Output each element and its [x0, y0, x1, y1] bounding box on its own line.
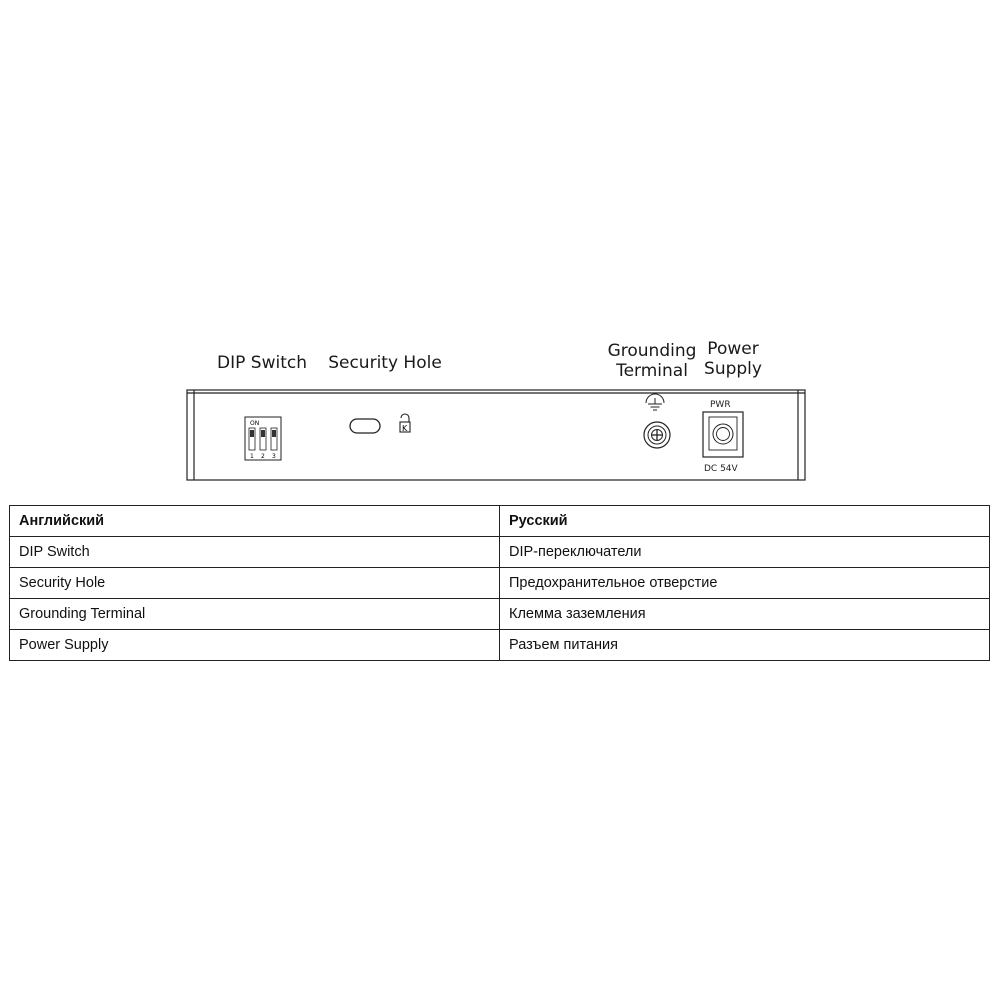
- power-jack[interactable]: [703, 412, 743, 457]
- security-hole[interactable]: [350, 419, 380, 433]
- pwr-label: PWR: [710, 400, 731, 410]
- cell-english: Security Hole: [10, 568, 500, 599]
- translation-table: [9, 505, 990, 661]
- header-russian: Русский: [500, 506, 990, 537]
- table-header-row: [10, 506, 990, 537]
- rear-panel-diagram: [180, 380, 812, 490]
- dip-number-1: 1: [250, 453, 254, 460]
- lock-letter: K: [402, 424, 408, 433]
- dip-on-label: ON: [250, 420, 260, 427]
- cell-russian: Клемма заземления: [500, 599, 990, 630]
- cell-english: Power Supply: [10, 630, 500, 661]
- header-english: Английский: [10, 506, 500, 537]
- table-row: [10, 568, 990, 599]
- ground-symbol-icon: [646, 394, 664, 410]
- cell-english: Grounding Terminal: [10, 599, 500, 630]
- cell-russian: Предохранительное отверстие: [500, 568, 990, 599]
- dip-switch[interactable]: [245, 417, 281, 460]
- dip-number-2: 2: [261, 453, 265, 460]
- cell-english: DIP Switch: [10, 537, 500, 568]
- cell-russian: DIP-переключатели: [500, 537, 990, 568]
- callout-power-supply: Power Supply: [704, 339, 762, 379]
- callout-dip-switch: DIP Switch: [217, 353, 307, 373]
- callout-grounding-terminal: Grounding Terminal: [607, 341, 697, 381]
- cell-russian: Разъем питания: [500, 630, 990, 661]
- table-row: [10, 537, 990, 568]
- dip-number-3: 3: [272, 453, 276, 460]
- dc-voltage-label: DC 54V: [704, 464, 738, 474]
- lock-icon: [400, 414, 410, 433]
- grounding-terminal[interactable]: [644, 422, 670, 448]
- table-row: [10, 630, 990, 661]
- callout-security-hole: Security Hole: [328, 353, 442, 373]
- table-row: [10, 599, 990, 630]
